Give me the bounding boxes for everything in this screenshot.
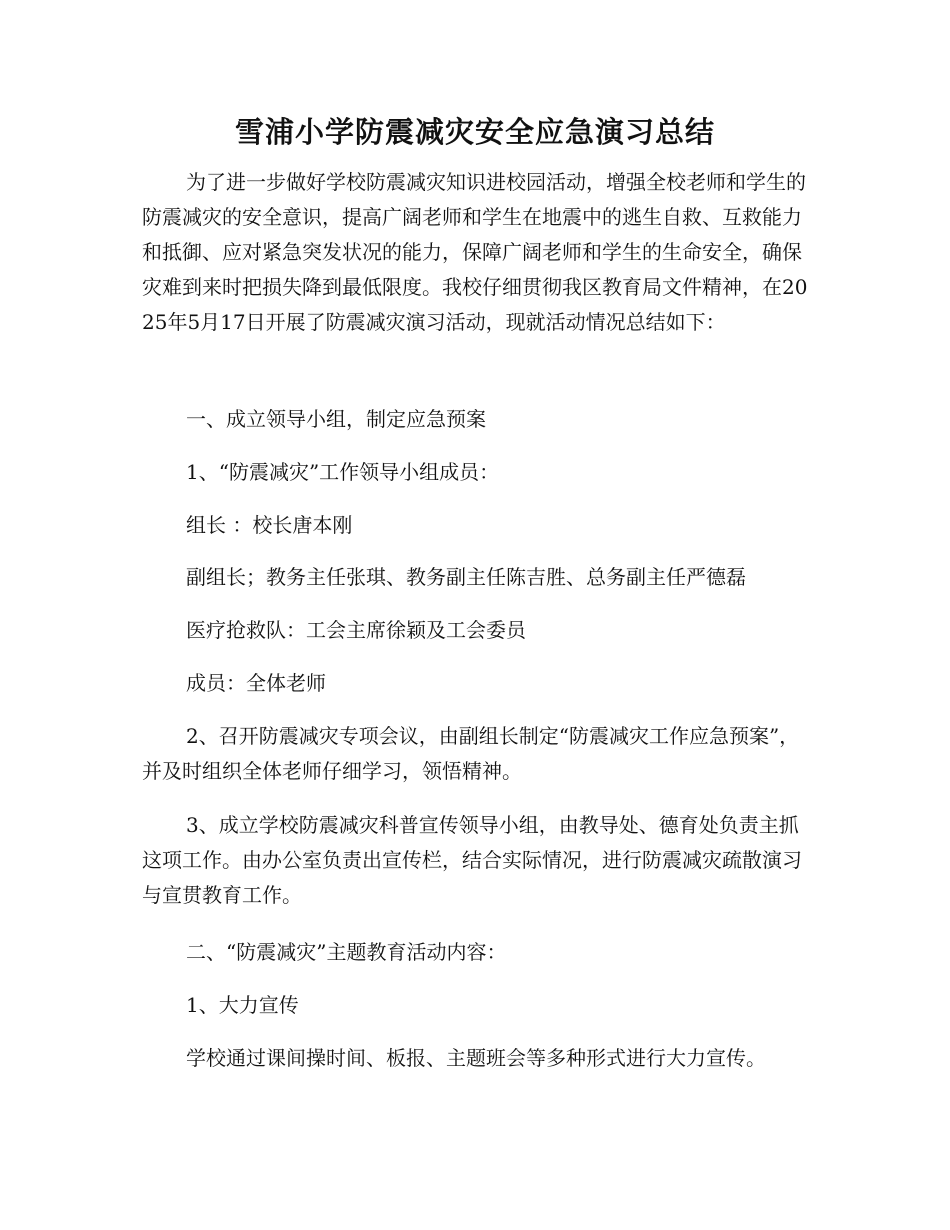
section-1-heading: 一、成立领导小组，制定应急预案 — [186, 407, 486, 431]
deputy-line: 副组长；教务主任张琪、教务副主任陈吉胜、总务副主任严德磊 — [186, 565, 746, 589]
item-1-text: 1、“防震减灾”工作领导小组成员： — [186, 460, 500, 484]
intro-paragraph: 为了进一步做好学校防震减灾知识进校园活动，增强全校老师和学生的防震减灾的安全意识，提高广阔老师和学生在地震中的逃生自救、互救能力和抵御、应对紧急突发状况的能力，保障广阔老师和学生的生命安全，确保灾难到来时把损失降到最低限度。我校仔细贯彻我区教育局文件精神，在2025年5月17日开展了防震减灾演习活动，现就活动情况总结如下： — [142, 170, 808, 334]
section-2-heading: 二、“防震减灾”主题教育活动内容： — [186, 940, 507, 964]
medical-team-line: 医疗抢救队：工会主席徐颖及工会委员 — [186, 618, 526, 642]
subsection-1-heading: 1、大力宣传 — [186, 993, 299, 1017]
members-line: 成员：全体老师 — [186, 671, 326, 695]
item-2-text: 2、召开防震减灾专项会议，由副组长制定“防震减灾工作应急预案”，并及时组织全体老师仔细学习，领悟精神。 — [142, 724, 800, 783]
document-title: 雪浦小学防震减灾安全应急演习总结 — [234, 115, 715, 149]
leader-line: 组长 ：校长唐本刚 — [186, 513, 353, 537]
item-3-text: 3、成立学校防震减灾科普宣传领导小组，由教导处、德育处负责主抓这项工作。由办公室负责出宣传栏，结合实际情况，进行防震减灾疏散演习与宣贯教育工作。 — [142, 813, 802, 907]
subsection-1-text: 学校通过课间操时间、板报、主题班会等多种形式进行大力宣传。 — [186, 1046, 766, 1070]
